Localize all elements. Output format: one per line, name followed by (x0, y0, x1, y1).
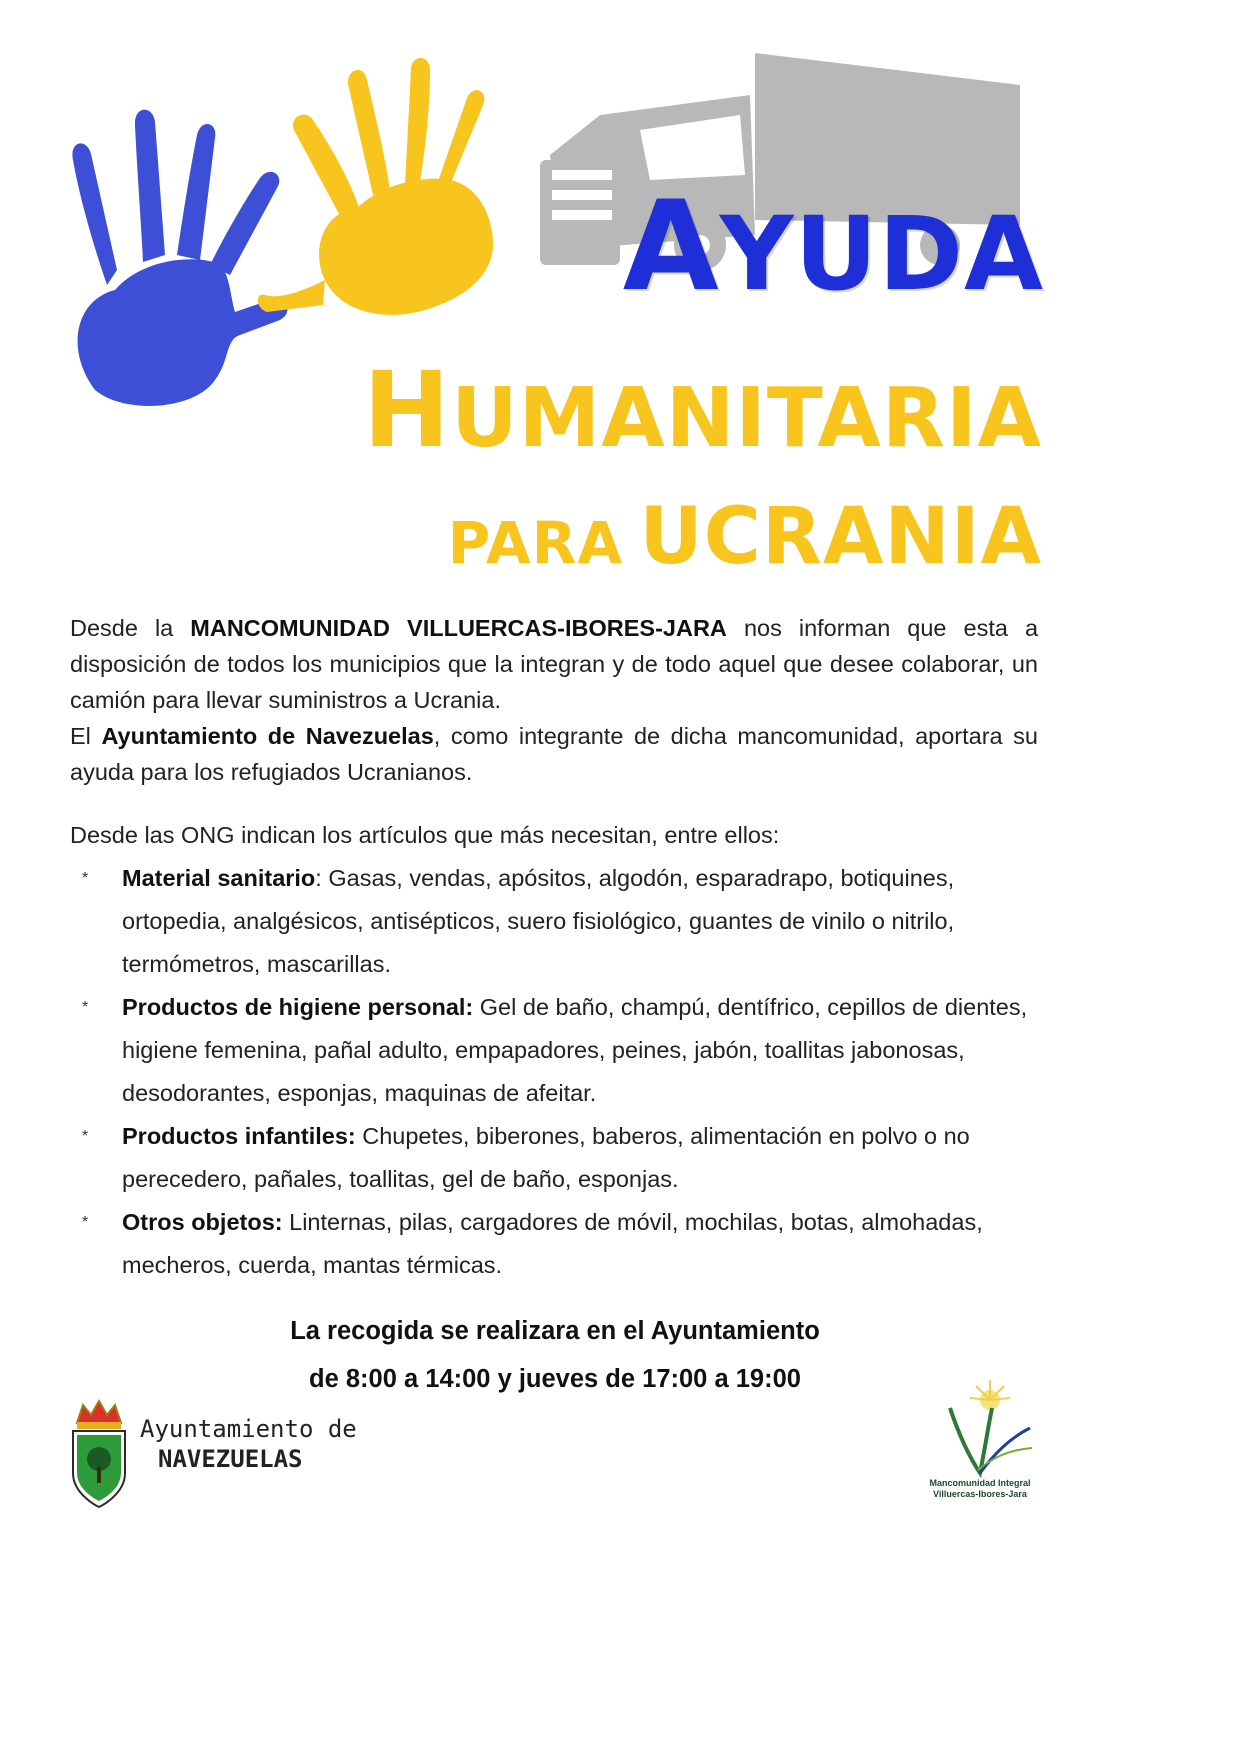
blue-hand-icon (72, 110, 287, 406)
items-list (70, 857, 1040, 1287)
title-para: PARA (447, 509, 624, 577)
title-humanitaria-rest: UMANITARIA (451, 371, 1042, 466)
list-item (70, 857, 1040, 986)
intro-paragraph-2 (70, 718, 1038, 790)
intro-p2-b: , como integrante de dicha mancomunidad, aportara su ayuda para los refugiados Ucranianos. (70, 723, 1038, 785)
title-humanitaria (363, 349, 1042, 471)
ong-lead-text: Desde las ONG indican los artículos que más necesitan, entre ellos: (70, 822, 780, 848)
title-ayuda (622, 175, 1044, 319)
mancomunidad-name-line-2: Villuercas-Ibores-Jara (933, 1489, 1027, 1499)
item-text: Linternas, pilas, cargadores de móvil, mochilas, botas, almohadas, mecheros, cuerda, mantas térmicas. (122, 1209, 983, 1278)
item-label: Productos infantiles: (122, 1123, 356, 1149)
item-text: Gasas, vendas, apósitos, algodón, esparadrapo, botiquines, ortopedia, analgésicos, antisépticos, suero fisiológico, guantes de vinilo o nitrilo, termómetros, mascarillas. (122, 865, 955, 977)
intro-text (70, 610, 1038, 790)
bullet-icon: * (82, 1214, 89, 1231)
pickup-line-2: de 8:00 a 14:00 y jueves de 17:00 a 19:00 (309, 1365, 801, 1393)
ayuntamiento-name-line-2: NAVEZUELAS (158, 1445, 303, 1473)
title-ayuda-initial: A (622, 175, 720, 319)
intro-p1-org: MANCOMUNIDAD VILLUERCAS-IBORES-JARA (190, 615, 727, 641)
ayuntamiento-name-line-1: Ayuntamiento de (140, 1415, 357, 1443)
pickup-line-1: La recogida se realizara en el Ayuntamiento (290, 1317, 820, 1345)
item-sep: : (315, 865, 322, 891)
item-text: Chupetes, biberones, baberos, alimentación en polvo o no perecedero, pañales, toallitas, gel de baño, esponjas. (122, 1123, 970, 1192)
bullet-icon: * (82, 999, 89, 1016)
intro-p2-org: Ayuntamiento de Navezuelas (101, 723, 434, 749)
title-humanitaria-initial: H (363, 349, 452, 471)
ayuntamiento-name (140, 1414, 357, 1474)
list-item (70, 1201, 1040, 1287)
yellow-hand-icon (258, 58, 493, 315)
bullet-icon: * (82, 870, 89, 887)
mancomunidad-name-line-1: Mancomunidad Integral (929, 1478, 1031, 1488)
intro-p1-a: Desde la (70, 615, 174, 641)
mancomunidad-logo-icon (930, 1378, 1050, 1478)
intro-p2-a: El (70, 723, 91, 749)
list-item (70, 986, 1040, 1115)
mancomunidad-name (900, 1478, 1060, 1500)
title-para-ucrania (447, 492, 1042, 582)
item-label: Otros objetos: (122, 1209, 283, 1235)
list-item (70, 1115, 1040, 1201)
title-ayuda-rest: YUDA (719, 195, 1044, 314)
bullet-icon: * (82, 1128, 89, 1145)
title-ucrania: UCRANIA (639, 492, 1042, 582)
intro-p1-b: nos informan que esta a disposición de todos los municipios que la integran y de todo aquel que desee colaborar, un camión para llevar suministros a Ucrania. (70, 615, 1039, 713)
item-label: Productos de higiene personal: (122, 994, 474, 1020)
intro-paragraph-1 (70, 610, 1038, 718)
coat-of-arms-icon (73, 1401, 125, 1507)
item-label: Material sanitario (122, 865, 316, 891)
item-text: Gel de baño, champú, dentífrico, cepillos de dientes, higiene femenina, pañal adulto, empapadores, peines, jabón, toallitas jabonosas, desodorantes, esponjas, maquinas de afeitar. (122, 994, 1028, 1106)
